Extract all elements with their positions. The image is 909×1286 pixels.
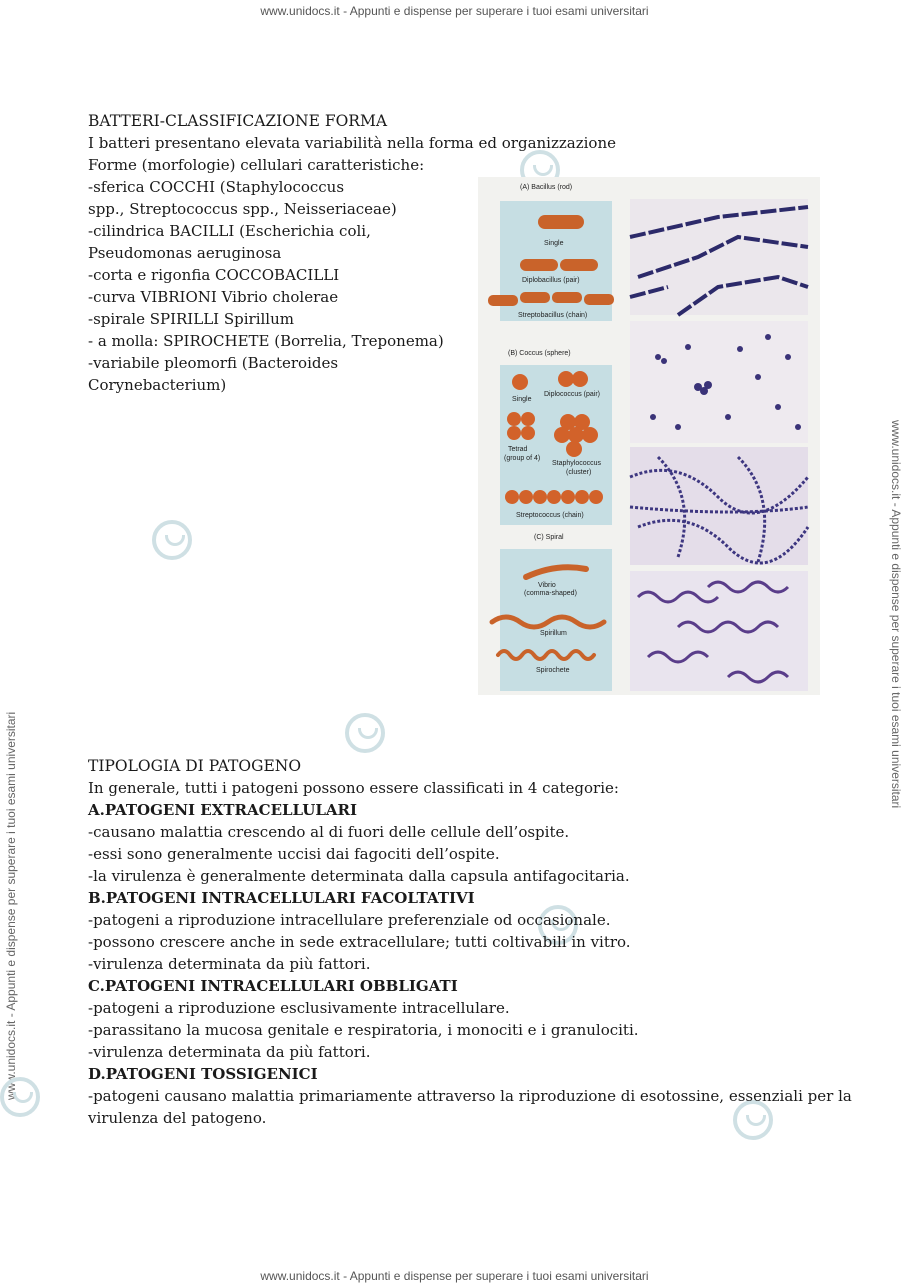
- watermark-left: www.unidocs.it - Appunti e dispense per superare i tuoi esami universitari: [4, 711, 18, 1100]
- watermark-bottom: www.unidocs.it - Appunti e dispense per superare i tuoi esami universitari: [260, 1269, 649, 1283]
- streptococcus-micrograph: [630, 447, 808, 565]
- label-coccus-cluster-sub: (cluster): [566, 469, 592, 476]
- text-line: -essi sono generalmente uccisi dai fagociti dell’ospite.: [88, 845, 500, 863]
- heading-intracellulari-facoltativi: B.PATOGENI INTRACELLULARI FACOLTATIVI: [88, 889, 475, 907]
- label-coccus-tetrad-sub: (group of 4): [504, 455, 541, 462]
- heading-intracellulari-obbligati: C.PATOGENI INTRACELLULARI OBBLIGATI: [88, 977, 458, 995]
- text-line: -patogeni a riproduzione esclusivamente intracellulare.: [88, 999, 510, 1017]
- text-line: -virulenza determinata da più fattori.: [88, 955, 371, 973]
- text-line: Corynebacterium): [88, 376, 227, 394]
- text-line: -patogeni causano malattia primariamente attraverso la riproduzione di esotossine, essenziali per la: [88, 1087, 852, 1105]
- text-line: -parassitano la mucosa genitale e respiratoria, i monociti e i granulociti.: [88, 1021, 639, 1039]
- watermark-top: www.unidocs.it - Appunti e dispense per superare i tuoi esami universitari: [260, 4, 649, 18]
- text-line: spp., Streptococcus spp., Neisseriaceae): [88, 200, 397, 218]
- label-coccus-chain: Streptococcus (chain): [516, 512, 584, 519]
- text-line: -variabile pleomorfi (Bacteroides: [88, 354, 339, 372]
- watermark-logo-icon: [345, 713, 385, 753]
- label-spiral-heading: (C) Spiral: [534, 534, 564, 541]
- text-line: -curva VIBRIONI Vibrio cholerae: [88, 288, 339, 306]
- watermark-logo-icon: [152, 520, 192, 560]
- coccus-micrograph: [630, 321, 808, 443]
- section-title-tipologia: TIPOLOGIA DI PATOGENO: [88, 757, 302, 775]
- bacteria-morphology-figure: [478, 177, 820, 695]
- text-line: Pseudomonas aeruginosa: [88, 244, 282, 262]
- text-line: Forme (morfologie) cellulari caratteristiche:: [88, 156, 425, 174]
- label-spirochete: Spirochete: [536, 667, 570, 674]
- watermark-logo-icon: [0, 1077, 40, 1117]
- label-vibrio: Vibrio: [538, 582, 556, 589]
- text-line: virulenza del patogeno.: [88, 1109, 267, 1127]
- text-line: -possono crescere anche in sede extracellulare; tutti coltivabili in vitro.: [88, 933, 631, 951]
- label-bacillus-heading: (A) Bacillus (rod): [520, 184, 573, 191]
- heading-tossigenici: D.PATOGENI TOSSIGENICI: [88, 1065, 318, 1083]
- heading-extracellulari: A.PATOGENI EXTRACELLULARI: [88, 801, 358, 819]
- single-bacillus: [538, 215, 584, 229]
- label-spirillum: Spirillum: [540, 630, 567, 637]
- text-line: -sferica COCCHI (Staphylococcus: [88, 178, 345, 196]
- section-title-classificazione: BATTERI-CLASSIFICAZIONE FORMA: [88, 112, 388, 130]
- text-line: -la virulenza è generalmente determinata dalla capsula antifagocitaria.: [88, 867, 630, 885]
- label-coccus-heading: (B) Coccus (sphere): [508, 350, 571, 357]
- text-line: -cilindrica BACILLI (Escherichia coli,: [88, 222, 371, 240]
- text-line: -patogeni a riproduzione intracellulare preferenziale od occasionale.: [88, 911, 611, 929]
- text-line: -spirale SPIRILLI Spirillum: [88, 310, 294, 328]
- label-bacillus-chain: Streptobacillus (chain): [518, 312, 588, 319]
- text-line: In generale, tutti i patogeni possono essere classificati in 4 categorie:: [88, 779, 619, 797]
- label-bacillus-single: Single: [544, 240, 564, 247]
- label-coccus-single: Single: [512, 396, 532, 403]
- text-line: -corta e rigonfia COCCOBACILLI: [88, 266, 340, 284]
- watermark-right: www.unidocs.it - Appunti e dispense per superare i tuoi esami universitari: [889, 420, 903, 809]
- label-coccus-tetrad: Tetrad: [508, 446, 528, 453]
- text-line: I batteri presentano elevata variabilità nella forma ed organizzazione: [88, 134, 616, 152]
- label-vibrio-sub: (comma-shaped): [524, 590, 577, 597]
- text-line: -causano malattia crescendo al di fuori delle cellule dell’ospite.: [88, 823, 570, 841]
- label-bacillus-pair: Diplobacillus (pair): [522, 277, 580, 284]
- text-line: -virulenza determinata da più fattori.: [88, 1043, 371, 1061]
- text-line: - a molla: SPIROCHETE (Borrelia, Treponema): [88, 332, 444, 350]
- label-coccus-cluster: Staphylococcus: [552, 460, 602, 467]
- label-coccus-pair: Diplococcus (pair): [544, 391, 601, 398]
